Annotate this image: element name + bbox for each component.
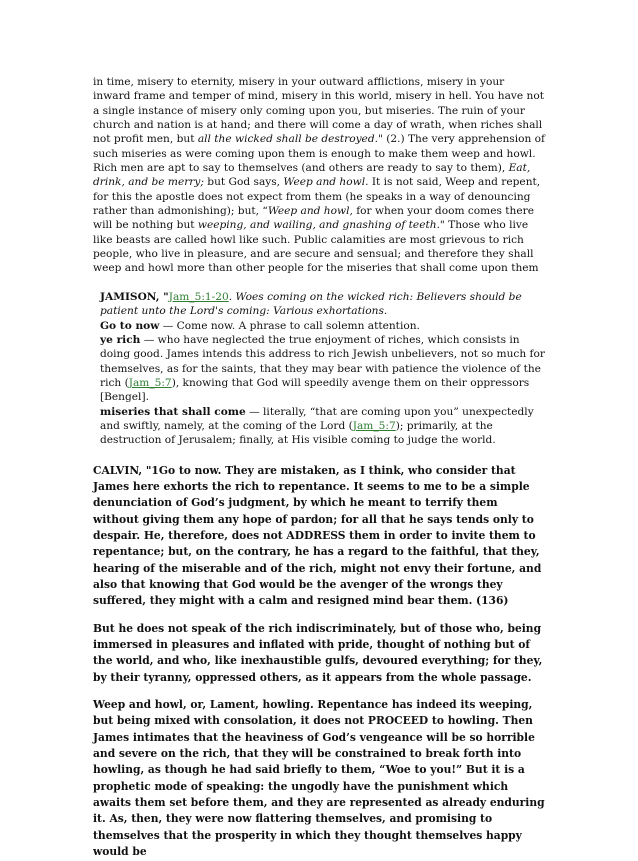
calvin-paragraph-3: Weep and howl, or, Lament, howling. Repentance has indeed its weeping, but being mixed with consolation, it does not PROCEED to howling. Then James intimates that the heaviness of God’s vengeance will be so horrible and severe on the rich, that they will be constrained to break forth into howling, as though he had said briefly to them, “Woe to you!” But it is a prophetic mode of speaking: the ungodly have the punishment which awaits them set before them, and they are represented as already enduring it. As, then, they were now flattering themselves, and promising to themselves that the prosperity in which they thought themselves happy would be — [93, 698, 545, 859]
henry-commentary-paragraph: in time, misery to eternity, misery in your outward afflictions, misery in your inward frame and temper of mind, misery in this world, misery in hell. You have not a single instance of misery only coming upon you, but miseries. The ruin of your church and nation is at hand; and there will come a day of wrath, when riches shall not profit men, but all the wicked shall be destroyed." (2.) The very apprehension of such miseries as were coming upon them is enough to make them weep and howl. Rich men are apt to say to themselves (and others are ready to say to them), Eat, drink, and be merry; but God says, Weep and howl. It is not said, Weep and repent, for this the apostle does not expect from them (he speaks in a way of denouncing rather than admonishing); but, “Weep and howl, for when your doom comes there will be nothing but weeping, and wailing, and gnashing of teeth." Those who live like beasts are called howl like such. Public calamities are most grievous to rich people, who live in pleasure, and are secure and sensual; and therefore they shall weep and howl more than other people for the miseries that shall come upon them — [93, 76, 545, 275]
jamison-entry-go-to-now: Go to now — Come now. A phrase to call solemn attention. — [100, 319, 420, 332]
document-page — [93, 75, 545, 861]
jamison-commentary — [93, 290, 545, 448]
jamison-heading: JAMISON, "Jam_5:1-20. Woes coming on the wicked rich: Believers should be patient unto the Lord's coming: Various exhortations. — [100, 290, 522, 318]
scripture-ref-link[interactable]: Jam_5:7 — [352, 419, 396, 432]
calvin-paragraph-2: But he does not speak of the rich indiscriminately, but of those who, being immersed in pleasures and inflated with pride, thought of nothing but of the world, and who, like inexhaustible gulfs, devoured everything; for they, by their tyranny, oppressed others, as it appears from the whole passage. — [93, 621, 543, 684]
calvin-paragraph-1: CALVIN, "1Go to now. They are mistaken, as I think, who consider that James here exhorts the rich to repentance. It seems to me to be a simple denunciation of God’s judgment, by which he meant to terrify them without giving them any hope of pardon; for all that he says tends only to despair. He, therefore, does not ADDRESS them in order to invite them to repentance; but, on the contrary, he has a regard to the faithful, that they, hearing of the miserable and of the rich, might not envy their fortune, and also that knowing that God would be the avenger of the wrongs they suffered, they might with a calm and resigned mind bear them. (136) — [93, 463, 542, 608]
jamison-entry-ye-rich: ye rich — who have neglected the true enjoyment of riches, which consists in doing good. James intends this address to rich Jewish unbelievers, not so much for themselves, as for the saints, that they may bear with patience the violence of the rich (Jam_5:7), knowing that God will speedily avenge them on their oppressors [Bengel]. — [100, 333, 545, 404]
jamison-entry-miseries: miseries that shall come — literally, “that are coming upon you” unexpectedly and swiftly, namely, at the coming of the Lord (Jam_5:7); primarily, at the destruction of Jerusalem; finally, at His visible coming to judge the world. — [100, 405, 534, 447]
scripture-ref-link[interactable]: Jam_5:7 — [128, 376, 172, 389]
scripture-ref-link[interactable]: Jam_5:1-20 — [168, 290, 229, 303]
